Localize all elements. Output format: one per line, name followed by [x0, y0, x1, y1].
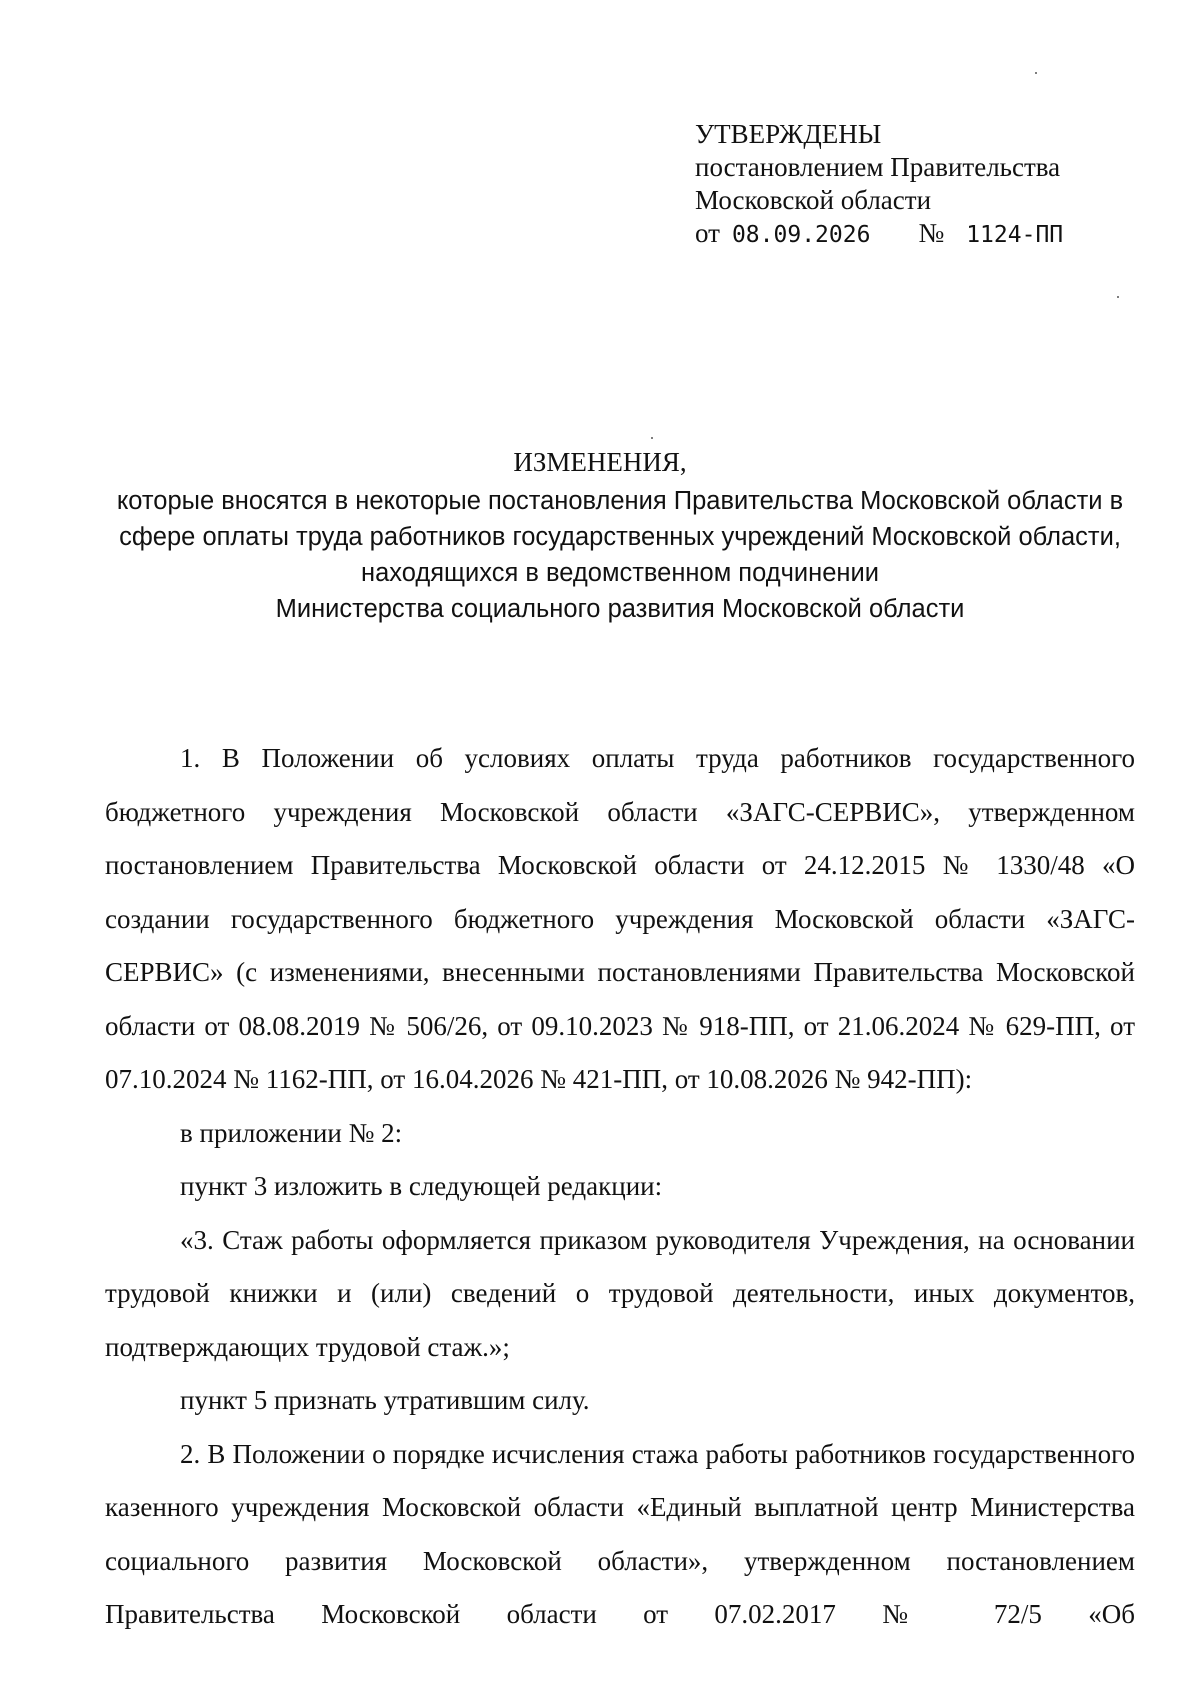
subtitle-line-4: Министерства социального развития Московской области	[275, 595, 965, 623]
paragraph-2: в приложении № 2:	[180, 1117, 403, 1148]
paragraph-3: пункт 3 изложить в следующей редакции:	[180, 1171, 663, 1201]
document-subtitle	[100, 483, 1140, 627]
approval-date-line	[695, 217, 1063, 252]
approval-number: 1124-ПП	[966, 222, 1064, 248]
approval-line-2: Московской области	[695, 185, 932, 215]
document-body	[105, 732, 1135, 1642]
number-sign: №	[918, 218, 945, 248]
subtitle-line-2: сфере оплаты труда работников государственных учреждений Московской области,	[119, 523, 1121, 551]
paragraph-6: 2. В Положении о порядке исчисления стажа работы работников государственного казенного учреждения Московской области «Единый выплатной центр Министерства социального развития Московской области», утвержденном постановлением Правительства Московской области от 07.02.2017 № 72/5 «Об	[105, 1438, 1135, 1629]
approval-line-1: постановлением Правительства	[695, 152, 1061, 182]
document-title: ИЗМЕНЕНИЯ,	[513, 447, 687, 477]
date-prefix: от	[695, 218, 720, 248]
approval-block	[695, 118, 1063, 252]
scan-speck	[651, 437, 653, 439]
subtitle-line-3: находящихся в ведомственном подчинении	[361, 559, 879, 587]
approval-heading: УТВЕРЖДЕНЫ	[695, 119, 882, 149]
paragraph-4: «3. Стаж работы оформляется приказом руководителя Учреждения, на основании трудовой книжки и (или) сведений о трудовой деятельности, иных документов, подтверждающих трудовой стаж.»;	[105, 1224, 1135, 1362]
subtitle-line-1: которые вносятся в некоторые постановления Правительства Московской области в	[116, 487, 1124, 515]
scan-speck	[1035, 72, 1037, 74]
approval-date: 08.09.2026	[731, 222, 871, 248]
scan-speck	[1117, 296, 1119, 298]
paragraph-5: пункт 5 признать утратившим силу.	[180, 1385, 590, 1415]
paragraph-1: 1. В Положении об условиях оплаты труда работников государственного бюджетного учреждения Московской области «ЗАГС-СЕРВИС», утвержденном постановлением Правительства Московской области от 24.12.2015 № 1330/48 «О создании государственного бюджетного учреждения Московской области «ЗАГС-СЕРВИС» (с изменениями, внесенными постановлениями Правительства Московской области от 08.08.2019 № 506/26, от 09.10.2023 № 918-ПП, от 21.06.2024 № 629-ПП, от 07.10.2024 № 1162-ПП, от 16.04.2026 № 421-ПП, от 10.08.2026 № 942-ПП):	[105, 743, 1135, 1094]
